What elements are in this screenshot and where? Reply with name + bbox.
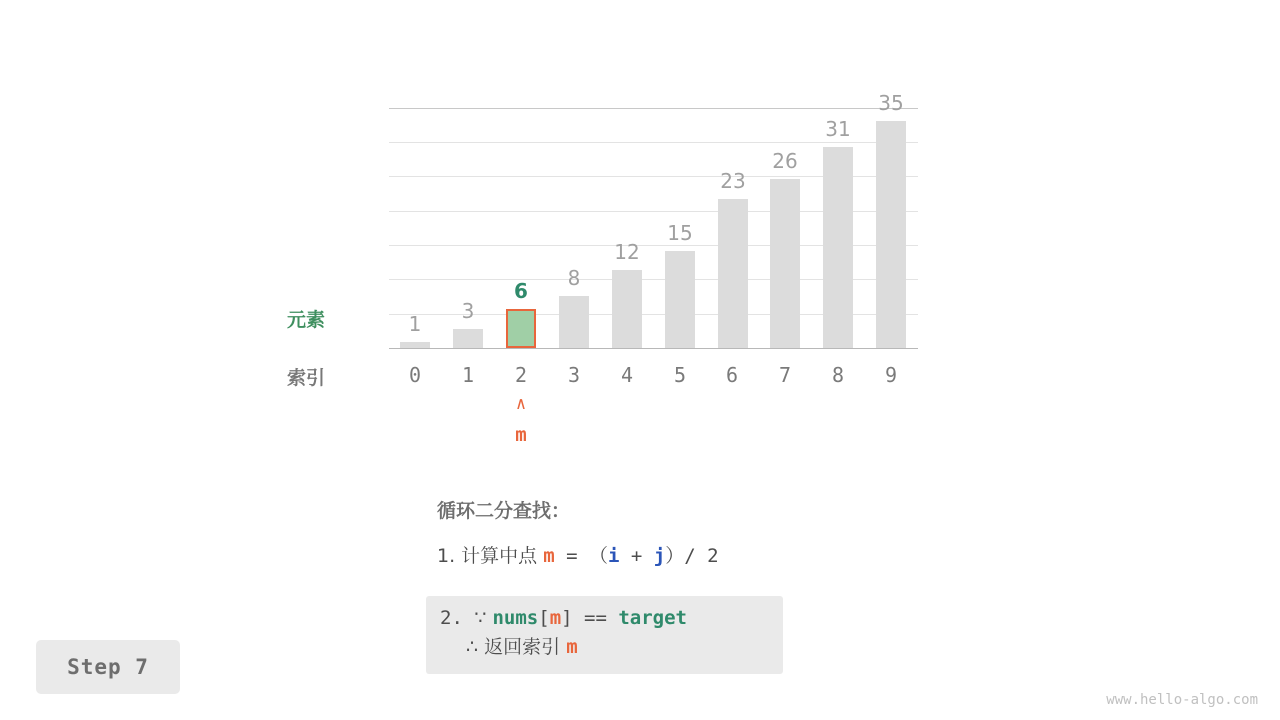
row-label-index: 索引 <box>286 367 325 389</box>
bar-1 <box>453 329 483 348</box>
x-axis-line <box>389 348 918 349</box>
conclusion-nums: nums <box>492 607 539 629</box>
index-cell-2: 2 <box>514 363 528 387</box>
bar-value-6: 23 <box>720 169 746 193</box>
bar-value-3: 8 <box>567 266 581 290</box>
step1-plus: + <box>619 545 654 567</box>
conclusion-return-var-m: m <box>566 636 578 659</box>
step1-prefix: 1. 计算中点 <box>437 545 544 567</box>
bar-value-9: 35 <box>878 91 904 115</box>
bar-value-1: 3 <box>461 299 475 323</box>
index-cell-4: 4 <box>620 363 634 387</box>
bar-value-8: 31 <box>825 117 851 141</box>
explanation-block <box>437 496 1037 571</box>
step-badge: Step 7 <box>36 640 180 694</box>
bar-3 <box>559 296 589 348</box>
pointer-label-m: m <box>515 424 527 446</box>
conclusion-return-text: 返回索引 <box>484 636 567 659</box>
bar-7 <box>770 179 800 348</box>
bar-value-0: 1 <box>408 312 422 336</box>
bar-5 <box>665 251 695 348</box>
index-cell-3: 3 <box>567 363 581 387</box>
conclusion-line-1 <box>440 604 780 633</box>
index-cell-7: 7 <box>778 363 792 387</box>
explanation-step-1 <box>437 543 1037 571</box>
bar-4 <box>612 270 642 348</box>
index-cell-9: 9 <box>884 363 898 387</box>
pointer-caret-m: ∧ <box>515 394 527 414</box>
conclusion-number: 2. <box>440 607 475 629</box>
bar-6 <box>718 199 748 348</box>
index-cell-5: 5 <box>673 363 687 387</box>
conclusion-var-m: m <box>549 607 562 629</box>
index-cell-1: 1 <box>461 363 475 387</box>
step1-var-m: m <box>543 545 555 567</box>
index-cell-8: 8 <box>831 363 845 387</box>
bar-0 <box>400 342 430 348</box>
conclusion-target: target <box>618 607 687 629</box>
bar-value-5: 15 <box>667 221 693 245</box>
index-cell-0: 0 <box>408 363 422 387</box>
gridline <box>389 108 918 109</box>
step1-var-i: i <box>608 545 620 567</box>
conclusion-equals: == <box>572 607 619 629</box>
row-label-element: 元素 <box>286 309 325 331</box>
explanation-title: 循环二分查找： <box>437 500 571 522</box>
conclusion-line-2 <box>440 633 780 662</box>
bar-value-2: 6 <box>514 279 528 303</box>
conclusion-bracket-close: ] <box>561 607 573 629</box>
bar-value-7: 26 <box>772 149 798 173</box>
watermark: www.hello-algo.com <box>1106 692 1258 708</box>
conclusion-box <box>426 596 783 674</box>
gridline <box>389 142 918 143</box>
step1-suffix: ）/ 2 <box>665 545 719 567</box>
bar-value-4: 12 <box>614 240 640 264</box>
bar-8 <box>823 147 853 348</box>
bar-2-highlight <box>506 309 536 348</box>
bar-9 <box>876 121 906 348</box>
step1-var-j: j <box>653 545 666 567</box>
conclusion-bracket-open: [ <box>538 607 550 629</box>
conclusion-therefore: ∴ <box>466 636 485 659</box>
conclusion-because: ∵ <box>474 607 493 629</box>
step1-equals: = （ <box>554 545 608 567</box>
index-cell-6: 6 <box>725 363 739 387</box>
